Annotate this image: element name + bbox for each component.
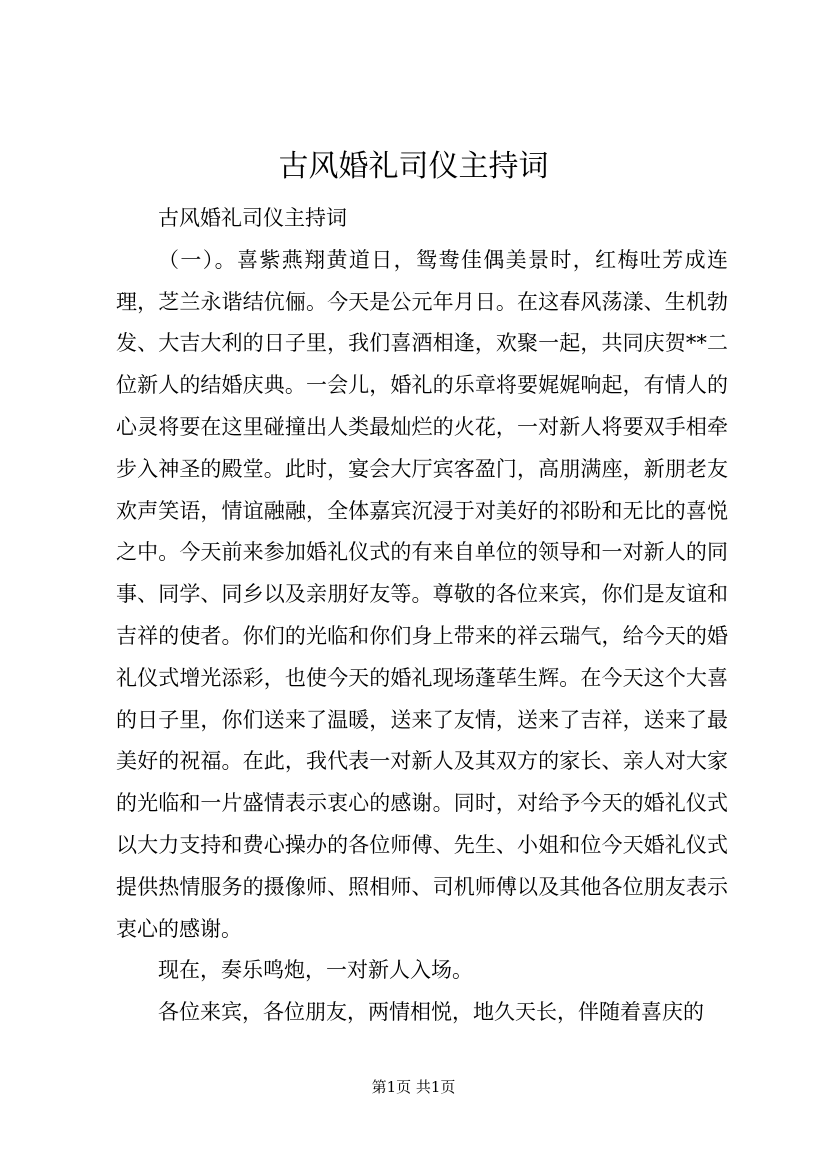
paragraph-entrance: 现在，奏乐鸣炮，一对新人入场。 — [158, 958, 473, 983]
document-body — [116, 198, 728, 1034]
paragraph-subtitle: 古风婚礼司仪主持词 — [158, 206, 347, 230]
document-title: 古风婚礼司仪主持词 — [278, 149, 549, 184]
paragraph-continuation: 各位来宾，各位朋友，两情相悦，地久天长，伴随着喜庆的 — [158, 1000, 704, 1025]
paragraph-opening: （一）。喜紫燕翔黄道日，鸳鸯佳偶美景时，红梅吐芳成连理，芝兰永谐结伉俪。今天是公元年月日。在这春风荡漾、生机勃发、大吉大利的日子里，我们喜酒相逢，欢聚一起，共同庆贺**二位新人的结婚庆典。一会儿，婚礼的乐章将要娓娓响起，有情人的心灵将要在这里碰撞出人类最灿烂的火花，一对新人将要双手相牵步入神圣的殿堂。此时，宴会大厅宾客盈门，高朋满座，新朋老友欢声笑语，情谊融融，全体嘉宾沉浸于对美好的祁盼和无比的喜悦之中。今天前来参加婚礼仪式的有来自单位的领导和一对新人的同事、同学、同乡以及亲朋好友等。尊敬的各位来宾，你们是友谊和吉祥的使者。你们的光临和你们身上带来的祥云瑞气，给今天的婚礼仪式增光添彩，也使今天的婚礼现场蓬荜生辉。在今天这个大喜的日子里，你们送来了温暖，送来了友情，送来了吉祥，送来了最美好的祝福。在此，我代表一对新人及其双方的家长、亲人对大家的光临和一片盛情表示衷心的感谢。同时，对给予今天的婚礼仪式以大力支持和费心操办的各位师傅、先生、小姐和位今天婚礼仪式提供热情服务的摄像师、照相师、司机师傅以及其他各位朋友表示衷心的感谢。 — [116, 247, 728, 941]
page-footer: 第1页 共1页 — [371, 1078, 456, 1096]
